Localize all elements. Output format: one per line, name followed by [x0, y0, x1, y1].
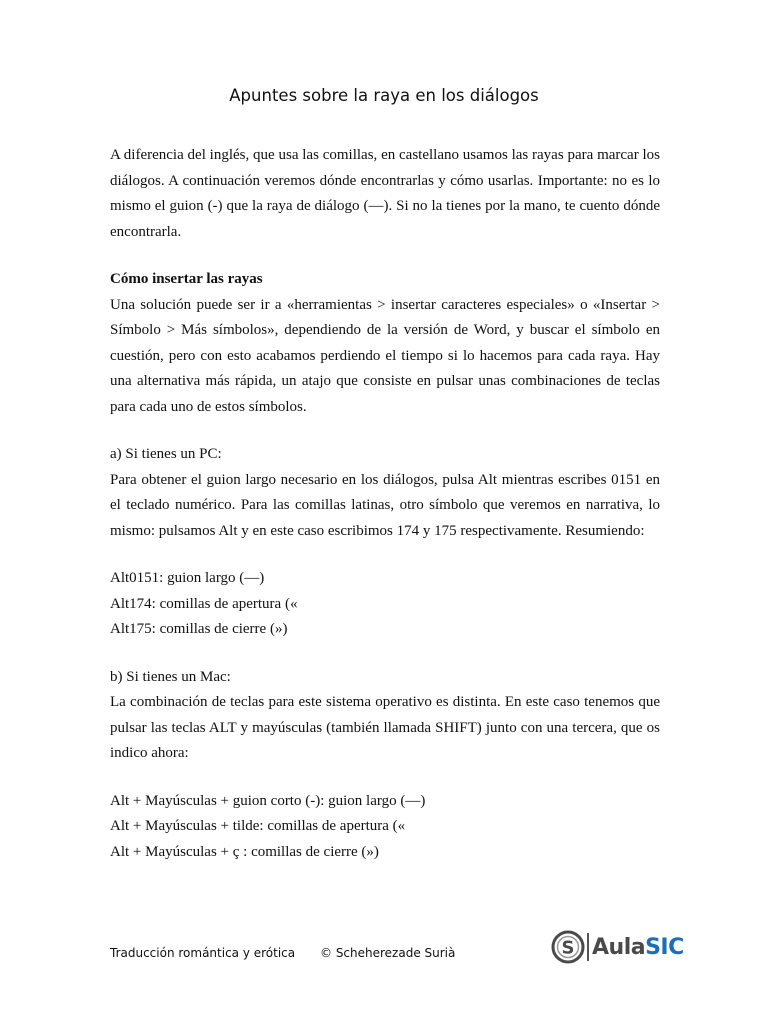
- mac-heading: b) Si tienes un Mac:: [110, 668, 231, 685]
- logo-text-aula: Aula: [592, 934, 646, 960]
- aulasic-logo: [551, 930, 684, 964]
- logo-text-sic: SIC: [645, 934, 684, 960]
- section-heading: Cómo insertar las rayas: [110, 271, 263, 287]
- shortcut-line: Alt174: comillas de apertura («: [110, 595, 298, 612]
- mac-shortcut-list: [110, 789, 660, 866]
- shortcut-line: Alt0151: guion largo (—): [110, 570, 265, 586]
- intro-paragraph: A diferencia del inglés, que usa las comillas, en castellano usamos las rayas para marcar los diálogos. A continuación veremos dónde encontrarlas y cómo usarlas. Importante: no es lo mismo el guion (-) que la raya de diálogo (—). Si no la tienes por la mano, te cuento dónde encontrarla.: [110, 147, 660, 240]
- footer-left-text: Traducción romántica y erótica: [110, 946, 296, 960]
- shortcut-line: Alt175: comillas de cierre (»): [110, 621, 288, 637]
- mac-paragraph: La combinación de teclas para este sistema operativo es distinta. En este caso tenemos que pulsar las teclas ALT y mayúsculas (también llamada SHIFT) junto con una tercera, que os indico ahora:: [110, 694, 660, 761]
- logo-divider: [587, 933, 589, 961]
- document-title: Apuntes sobre la raya en los diálogos: [229, 86, 539, 105]
- pc-paragraph: Para obtener el guion largo necesario en los diálogos, pulsa Alt mientras escribes 0151 en el teclado numérico. Para las comillas latinas, otro símbolo que veremos en narrativa, lo mismo: pulsamos Alt y en este caso escribimos 174 y 175 respectivamente. Resumiendo:: [110, 471, 660, 539]
- pc-shortcut-list: [110, 566, 660, 643]
- pc-heading: a) Si tienes un PC:: [110, 446, 222, 462]
- svg-text:S: S: [561, 937, 575, 959]
- shortcut-line: Alt + Mayúsculas + ç : comillas de cierre (»): [110, 843, 379, 860]
- aulasic-s-logo-icon: [551, 930, 585, 964]
- footer-author-text: © Scheherezade Surià: [320, 946, 456, 960]
- section-paragraph: Una solución puede ser ir a «herramientas > insertar caracteres especiales» o «Insertar > Símbolo > Más símbolos», dependiendo de la versión de Word, y buscar el símbolo en cuestión, pero con esto acabamos perdiendo el tiempo si lo hacemos para cada raya. Hay una alternativa más rápida, un atajo que consiste en pulsar unas combinaciones de teclas para cada uno de estos símbolos.: [110, 296, 660, 415]
- shortcut-line: Alt + Mayúsculas + guion corto (-): guion largo (—): [110, 792, 426, 809]
- document-body: [110, 143, 660, 865]
- logo-wordmark: [592, 935, 684, 960]
- page-footer: [110, 946, 456, 960]
- shortcut-line: Alt + Mayúsculas + tilde: comillas de apertura («: [110, 818, 406, 834]
